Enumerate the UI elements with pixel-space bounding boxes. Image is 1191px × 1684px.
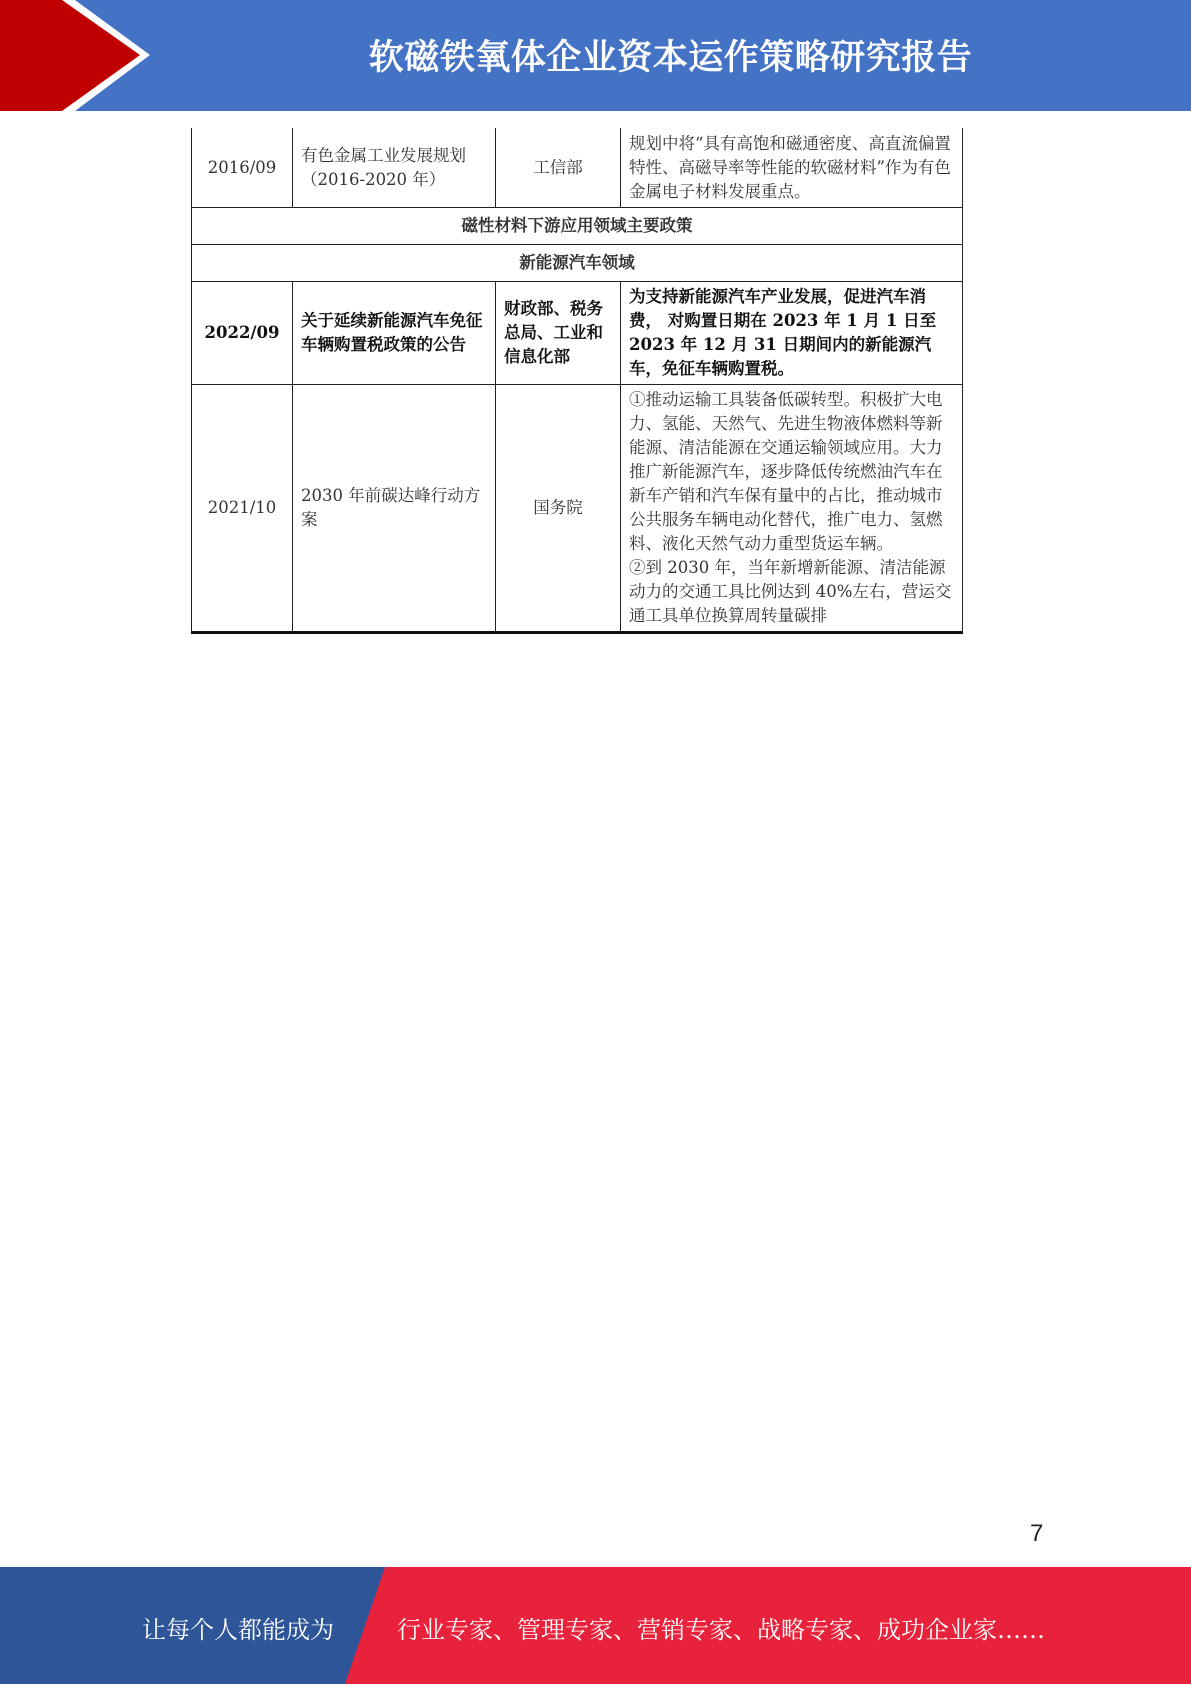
content-paragraph: ①推动运输工具装备低碳转型。积极扩大电力、氢能、天然气、先进生物液体燃料等新能源、清洁能源在交通运输领域应用。大力推广新能源汽车，逐步降低传统燃油汽车在新车产销和汽车保有量中的占比，推动城市公共服务车辆电动化替代，推广电力、氢燃料、液化天然气动力重型货运车辆。 <box>629 390 943 553</box>
table-row <box>192 282 963 385</box>
content-cell <box>621 385 963 633</box>
content-cell: 为支持新能源汽车产业发展，促进汽车消费， 对购置日期在 2023 年 1 月 1 日至 2023 年 12 月 31 日期间内的新能源汽车，免征车辆购置税。 <box>621 282 963 385</box>
policy-table <box>191 128 963 634</box>
agency-cell: 工信部 <box>496 128 621 208</box>
page-header <box>0 0 1191 111</box>
subsection-title: 新能源汽车领域 <box>192 245 963 282</box>
policy-name-cell: 有色金属工业发展规划（2016-2020 年） <box>293 128 496 208</box>
table-row <box>192 385 963 633</box>
section-title: 磁性材料下游应用领域主要政策 <box>192 208 963 245</box>
policy-table-container <box>191 128 962 634</box>
page-footer <box>0 1567 1191 1684</box>
footer-slogan-left: 让每个人都能成为 <box>142 1616 334 1644</box>
content-paragraph: ②到 2030 年，当年新增新能源、清洁能源动力的交通工具比例达到 40%左右，营运交通工具单位换算周转量碳排 <box>629 558 952 625</box>
date-cell: 2022/09 <box>192 282 293 385</box>
footer-slogan-right: 行业专家、管理专家、营销专家、战略专家、成功企业家…… <box>397 1616 1045 1644</box>
content-cell: 规划中将“具有高饱和磁通密度、高直流偏置特性、高磁导率等性能的软磁材料”作为有色金属电子材料发展重点。 <box>621 128 963 208</box>
policy-name-cell: 关于延续新能源汽车免征车辆购置税政策的公告 <box>293 282 496 385</box>
agency-cell: 国务院 <box>496 385 621 633</box>
policy-name-cell: 2030 年前碳达峰行动方案 <box>293 385 496 633</box>
table-row <box>192 128 963 208</box>
report-title: 软磁铁氧体企业资本运作策略研究报告 <box>368 38 973 78</box>
page-number: 7 <box>1030 1520 1044 1547</box>
agency-cell: 财政部、税务总局、工业和信息化部 <box>496 282 621 385</box>
date-cell: 2016/09 <box>192 128 293 208</box>
date-cell: 2021/10 <box>192 385 293 633</box>
section-row <box>192 208 963 245</box>
subsection-row <box>192 245 963 282</box>
